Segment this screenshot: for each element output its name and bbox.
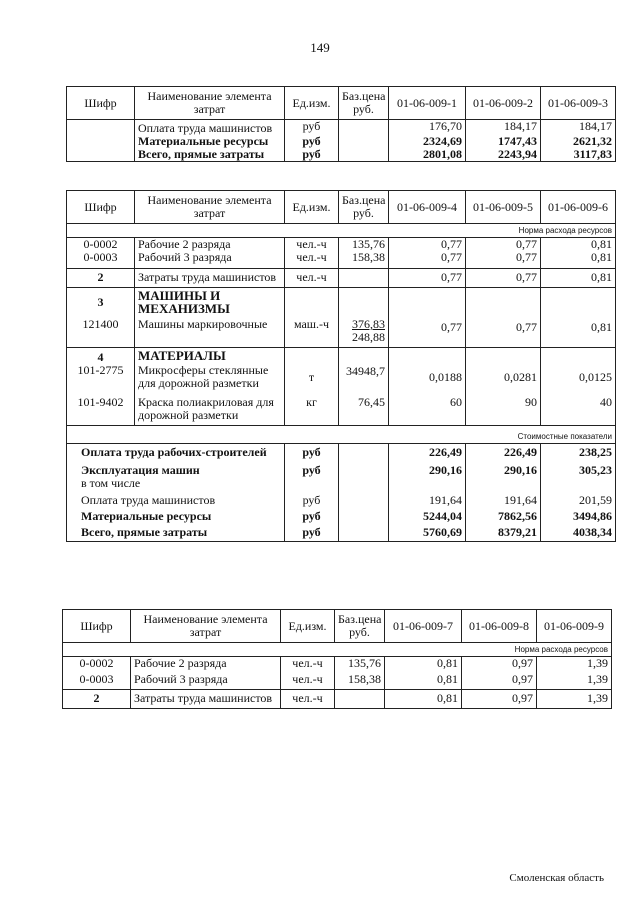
row-value: 0,0281 <box>466 364 541 390</box>
row-value: 2243,94 <box>466 148 541 162</box>
header-price: Баз.цена руб. <box>335 610 385 643</box>
table-row <box>67 315 616 348</box>
header-col: 01-06-009-5 <box>466 191 541 224</box>
row-name: Рабочий 3 разряда <box>135 251 285 269</box>
table-row <box>67 148 616 162</box>
row-price: 158,38 <box>335 670 385 690</box>
row-value: 60 <box>389 390 466 426</box>
table-row <box>63 690 612 709</box>
section-row <box>67 348 616 365</box>
row-value: 5760,69 <box>389 523 466 542</box>
row-name: Краска полиакриловая для дорожной разметки <box>135 390 285 426</box>
table-row <box>63 657 612 671</box>
row-unit: чел.-ч <box>285 269 339 288</box>
row-value: 0,81 <box>541 238 616 252</box>
header-name: Наименование элемента затрат <box>131 610 281 643</box>
row-value: 7862,56 <box>466 507 541 523</box>
row-value: 2801,08 <box>389 148 466 162</box>
row-name: Материальные ресурсы <box>67 507 285 523</box>
price-current: 376,83 <box>352 317 385 331</box>
table-row <box>67 120 616 136</box>
row-value: 184,17 <box>466 120 541 136</box>
row-value: 226,49 <box>389 444 466 460</box>
header-price: Баз.цена руб. <box>339 87 389 120</box>
table-header <box>67 191 616 224</box>
row-unit: руб <box>285 444 339 460</box>
header-col: 01-06-009-2 <box>466 87 541 120</box>
table-row <box>63 670 612 690</box>
section-title: МАТЕРИАЛЫ <box>135 348 285 365</box>
header-code: Шифр <box>67 191 135 224</box>
row-value: 3117,83 <box>541 148 616 162</box>
row-unit: т <box>285 364 339 390</box>
row-code: 101-9402 <box>67 390 135 426</box>
row-value: 290,16 <box>389 459 466 490</box>
row-name: Оплата труда машинистов <box>67 490 285 507</box>
row-unit: кг <box>285 390 339 426</box>
row-value: 0,77 <box>389 251 466 269</box>
row-code: 121400 <box>67 315 135 348</box>
price-base: 248,88 <box>352 330 385 344</box>
table-row <box>67 364 616 390</box>
cost-label-row <box>67 426 616 444</box>
page-number: 149 <box>310 40 330 55</box>
row-value: 0,0188 <box>389 364 466 390</box>
header-code: Шифр <box>67 87 135 120</box>
row-name: Оплата труда рабочих-строителей <box>67 444 285 460</box>
row-price: 135,76 <box>335 657 385 671</box>
table-row <box>67 390 616 426</box>
table-row <box>67 444 616 460</box>
row-name: Рабочие 2 разряда <box>135 238 285 252</box>
row-unit: чел.-ч <box>281 670 335 690</box>
header-name: Наименование элемента затрат <box>135 87 285 120</box>
row-value: 4038,34 <box>541 523 616 542</box>
row-value: 1747,43 <box>466 135 541 148</box>
row-name: Затраты труда машинистов <box>135 269 285 288</box>
header-code: Шифр <box>63 610 131 643</box>
header-unit: Ед.изм. <box>285 87 339 120</box>
row-subtitle: в том числе <box>81 476 141 490</box>
norm-label: Норма расхода ресурсов <box>63 643 612 657</box>
table-header <box>63 610 612 643</box>
row-value: 2621,32 <box>541 135 616 148</box>
row-value: 8379,21 <box>466 523 541 542</box>
row-unit: чел.-ч <box>281 690 335 709</box>
row-unit: руб <box>285 490 339 507</box>
row-code: 0-0003 <box>63 670 131 690</box>
row-value: 0,81 <box>385 670 462 690</box>
row-unit: маш.-ч <box>285 315 339 348</box>
row-name: Рабочие 2 разряда <box>131 657 281 671</box>
section-code: 3 <box>67 288 135 316</box>
table-row <box>67 238 616 252</box>
row-value: 0,81 <box>385 690 462 709</box>
row-value: 0,77 <box>466 251 541 269</box>
header-col: 01-06-009-9 <box>537 610 612 643</box>
row-value: 0,97 <box>462 657 537 671</box>
row-value: 191,64 <box>389 490 466 507</box>
norm-label-row <box>63 643 612 657</box>
norm-label-row <box>67 224 616 238</box>
row-name: Всего, прямые затраты <box>67 523 285 542</box>
header-col: 01-06-009-4 <box>389 191 466 224</box>
row-value: 0,77 <box>389 238 466 252</box>
row-name: Рабочий 3 разряда <box>131 670 281 690</box>
row-value: 1,39 <box>537 690 612 709</box>
header-price: Баз.цена руб. <box>339 191 389 224</box>
row-value: 5244,04 <box>389 507 466 523</box>
row-unit: чел.-ч <box>285 238 339 252</box>
table-row <box>67 490 616 507</box>
table-row <box>67 459 616 490</box>
footer-region: Смоленская область <box>509 872 604 884</box>
row-value: 2324,69 <box>389 135 466 148</box>
row-name: Затраты труда машинистов <box>131 690 281 709</box>
row-code: 0-0002 <box>63 657 131 671</box>
table-row <box>67 523 616 542</box>
section-code: 4 <box>67 348 135 365</box>
row-value: 90 <box>466 390 541 426</box>
row-value: 191,64 <box>466 490 541 507</box>
row-unit: руб <box>285 120 339 136</box>
row-name: Материальные ресурсы <box>135 135 285 148</box>
table-header <box>67 87 616 120</box>
norm-label: Норма расхода ресурсов <box>67 224 616 238</box>
table-row <box>67 269 616 288</box>
section-title: МАШИНЫ И МЕХАНИЗМЫ <box>135 288 285 316</box>
header-col: 01-06-009-6 <box>541 191 616 224</box>
row-value: 0,77 <box>466 315 541 348</box>
row-value: 0,81 <box>541 251 616 269</box>
cost-label: Стоимостные показатели <box>67 426 616 444</box>
section-row <box>67 288 616 316</box>
row-unit: чел.-ч <box>281 657 335 671</box>
row-price: 34948,7 <box>339 364 389 390</box>
row-value: 3494,86 <box>541 507 616 523</box>
row-value: 176,70 <box>389 120 466 136</box>
row-value: 184,17 <box>541 120 616 136</box>
row-price: 158,38 <box>339 251 389 269</box>
row-code: 2 <box>67 269 135 288</box>
row-unit: чел.-ч <box>285 251 339 269</box>
cost-table-3 <box>62 609 612 709</box>
row-value: 0,81 <box>541 315 616 348</box>
row-value: 305,23 <box>541 459 616 490</box>
row-unit: руб <box>285 507 339 523</box>
row-code: 0-0002 <box>67 238 135 252</box>
row-name: Всего, прямые затраты <box>135 148 285 162</box>
row-code: 0-0003 <box>67 251 135 269</box>
row-value: 0,97 <box>462 670 537 690</box>
row-value: 290,16 <box>466 459 541 490</box>
row-value: 1,39 <box>537 670 612 690</box>
row-value: 201,59 <box>541 490 616 507</box>
header-col: 01-06-009-3 <box>541 87 616 120</box>
row-value: 1,39 <box>537 657 612 671</box>
row-value: 40 <box>541 390 616 426</box>
table-row <box>67 251 616 269</box>
row-value: 0,77 <box>389 315 466 348</box>
row-price <box>339 315 389 348</box>
header-name: Наименование элемента затрат <box>135 191 285 224</box>
row-code: 2 <box>63 690 131 709</box>
row-code: 101-2775 <box>67 364 135 390</box>
cost-table-1 <box>66 86 616 162</box>
row-value: 0,77 <box>466 238 541 252</box>
row-value: 226,49 <box>466 444 541 460</box>
row-value: 238,25 <box>541 444 616 460</box>
row-value: 0,0125 <box>541 364 616 390</box>
row-unit: руб <box>285 523 339 542</box>
row-unit: руб <box>285 459 339 490</box>
row-value: 0,81 <box>385 657 462 671</box>
row-value: 0,97 <box>462 690 537 709</box>
row-price: 76,45 <box>339 390 389 426</box>
header-col: 01-06-009-7 <box>385 610 462 643</box>
cost-table-2 <box>66 190 616 542</box>
header-unit: Ед.изм. <box>281 610 335 643</box>
row-unit: руб <box>285 135 339 148</box>
row-name: Микросферы стеклянные для дорожной разметки <box>135 364 285 390</box>
row-name: Эксплуатация машин <box>81 463 200 477</box>
row-value: 0,81 <box>541 269 616 288</box>
header-col: 01-06-009-1 <box>389 87 466 120</box>
row-name: Машины маркировочные <box>135 315 285 348</box>
header-col: 01-06-009-8 <box>462 610 537 643</box>
header-unit: Ед.изм. <box>285 191 339 224</box>
row-price: 135,76 <box>339 238 389 252</box>
row-value: 0,77 <box>466 269 541 288</box>
row-unit: руб <box>285 148 339 162</box>
row-name: Оплата труда машинистов <box>135 120 285 136</box>
table-row <box>67 507 616 523</box>
row-value: 0,77 <box>389 269 466 288</box>
